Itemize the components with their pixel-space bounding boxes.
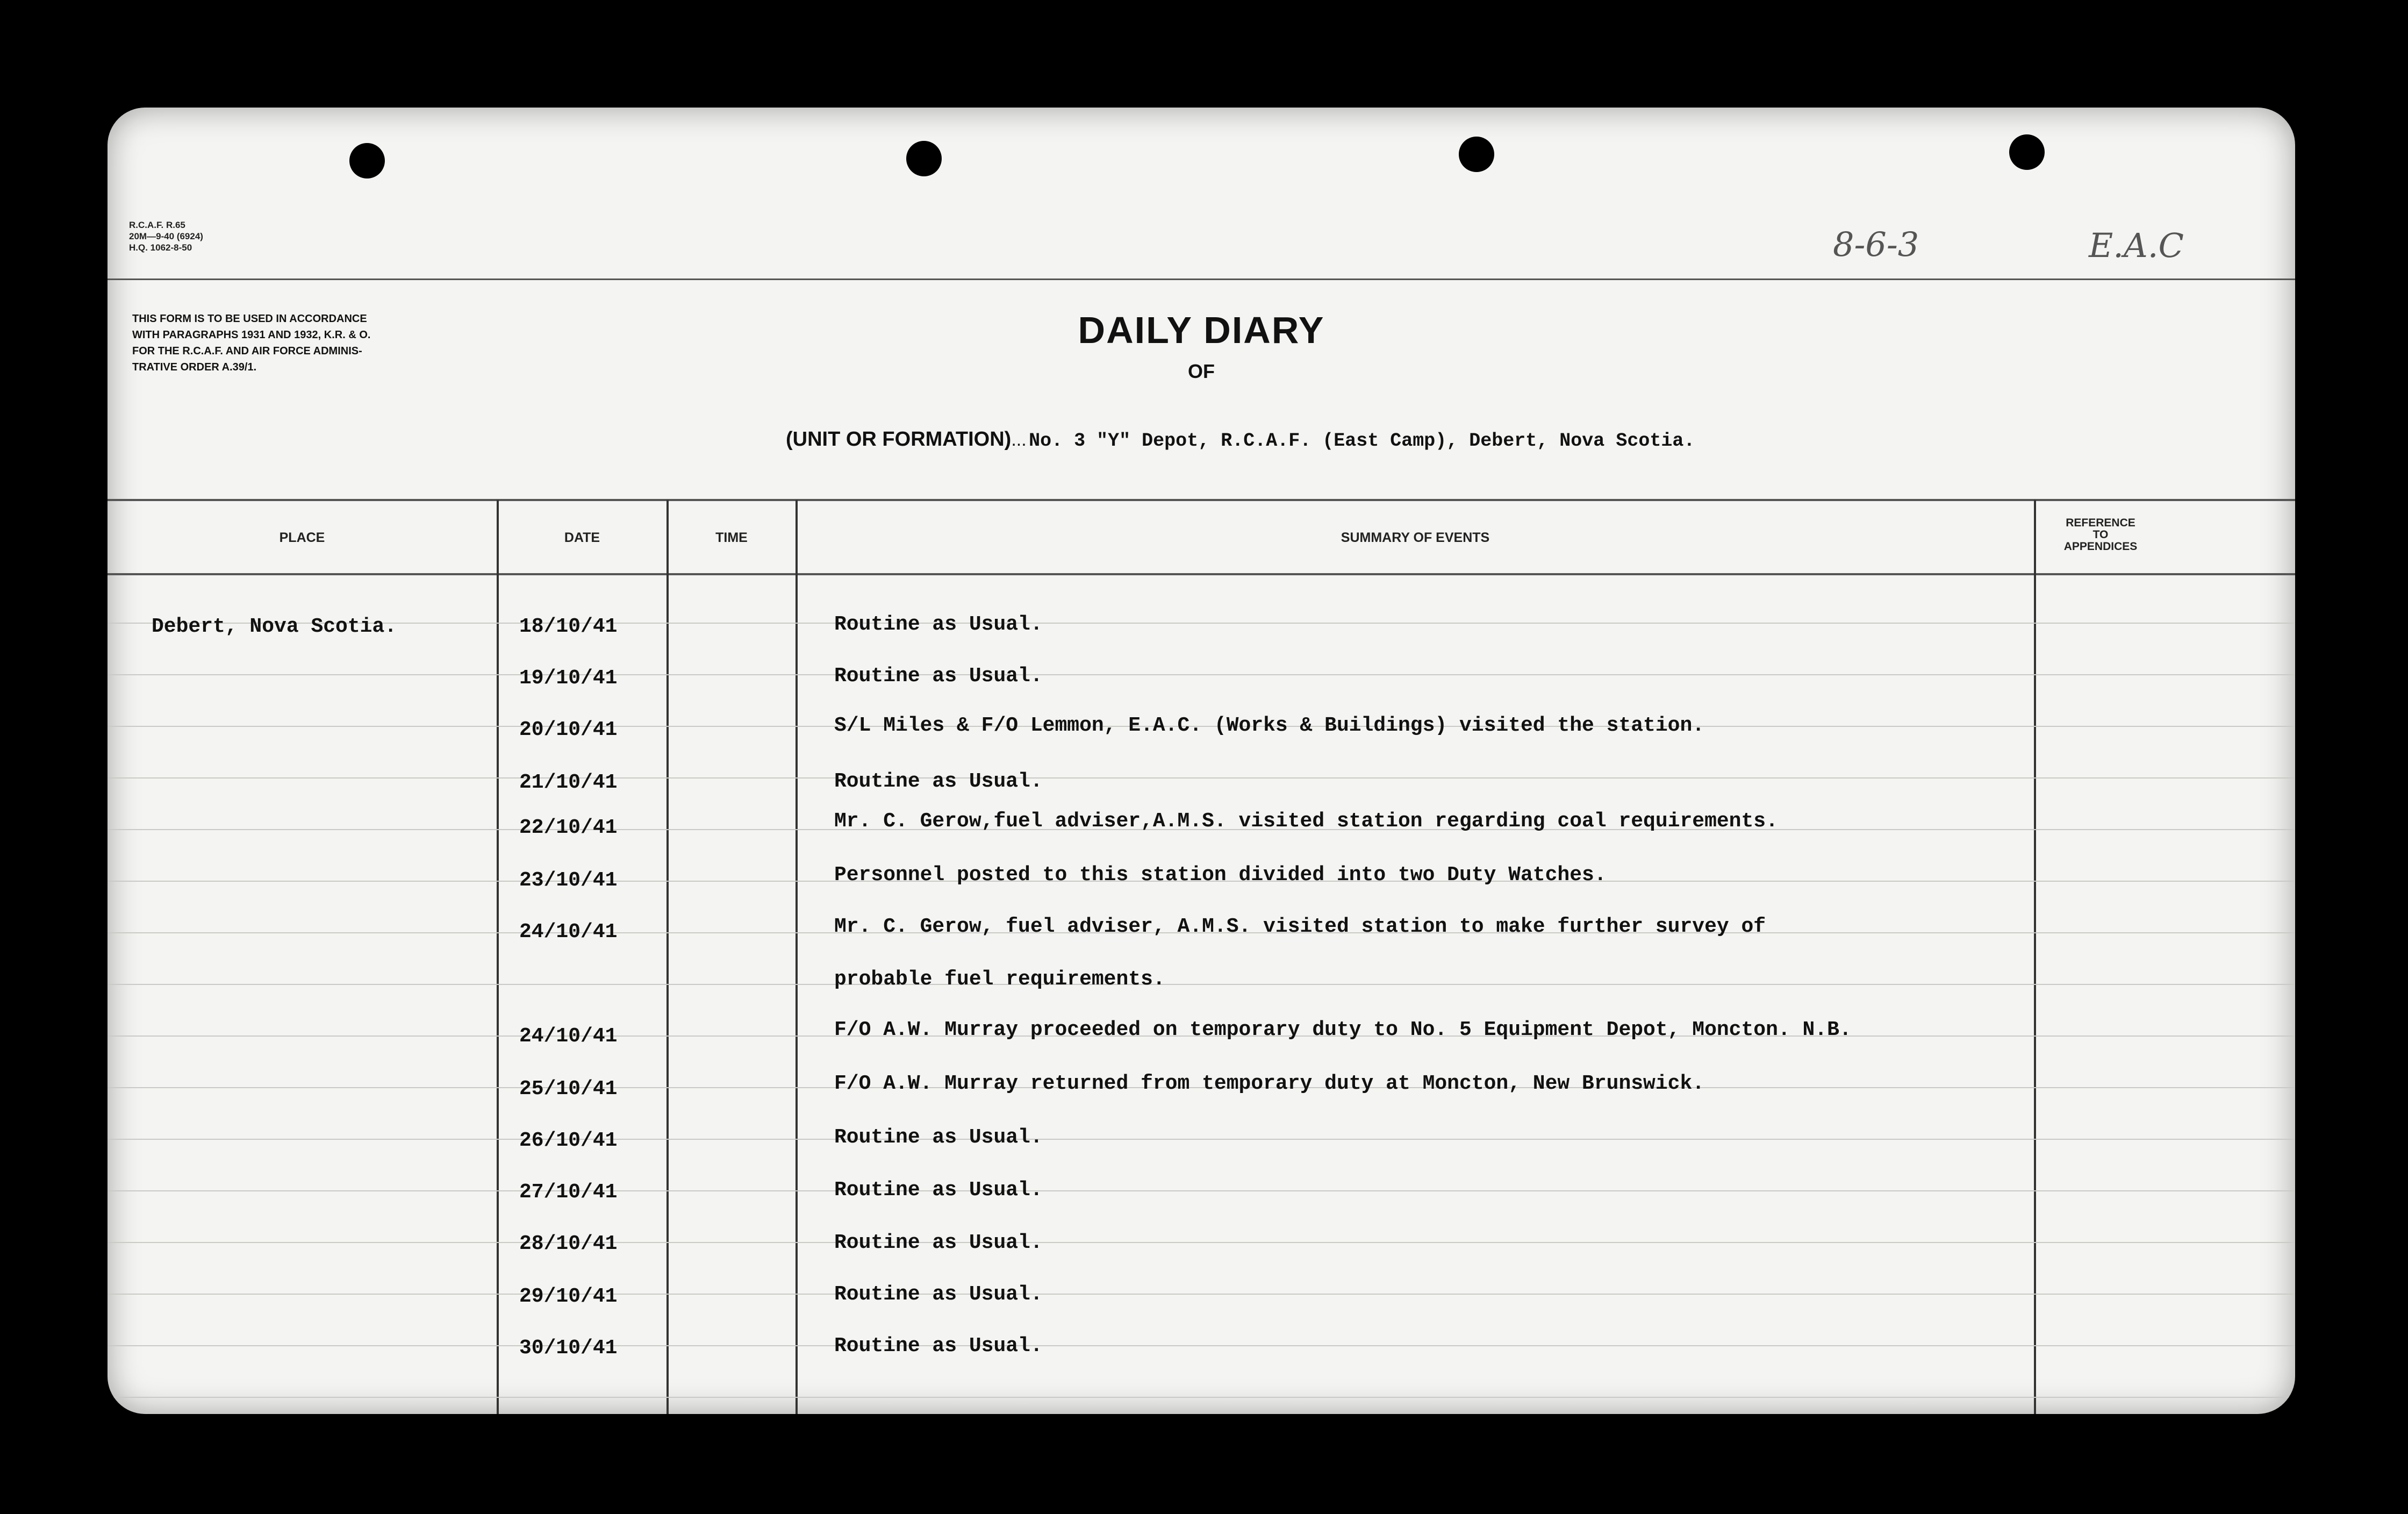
- column-header-summary: SUMMARY OF EVENTS: [1341, 530, 1490, 545]
- punch-hole: [1459, 137, 1494, 172]
- entry-date: 19/10/41: [519, 667, 618, 690]
- entry-date: 24/10/41: [519, 1025, 618, 1048]
- entry-summary: Mr. C. Gerow, fuel adviser, A.M.S. visited station to make further survey of: [834, 915, 1766, 938]
- header-top-rule: [108, 278, 2295, 280]
- ruled-line: [108, 1345, 2295, 1346]
- entry-summary: Routine as Usual.: [834, 1334, 1043, 1358]
- entry-date: 18/10/41: [519, 615, 618, 638]
- page-title: DAILY DIARY: [1078, 309, 1325, 351]
- entry-summary: F/O A.W. Murray proceeded on temporary duty to No. 5 Equipment Depot, Moncton. N.B.: [834, 1018, 1852, 1041]
- ruled-line: [108, 984, 2295, 985]
- entry-summary: probable fuel requirements.: [834, 968, 1165, 991]
- reference-header-line: APPENDICES: [2063, 540, 2138, 553]
- table-top-rule: [108, 499, 2295, 501]
- ruled-line: [108, 1397, 2295, 1398]
- entry-date: 22/10/41: [519, 816, 618, 839]
- column-header-reference: [2036, 517, 2165, 553]
- instruction-line: FOR THE R.C.A.F. AND AIR FORCE ADMINIS-: [132, 345, 362, 357]
- punch-hole: [2009, 134, 2045, 170]
- instruction-line: TRATIVE ORDER A.39/1.: [132, 361, 257, 373]
- unit-value: No. 3 "Y" Depot, R.C.A.F. (East Camp), Debert, Nova Scotia.: [1029, 430, 1695, 452]
- unit-label: (UNIT OR FORMATION): [786, 428, 1012, 451]
- entry-date: 28/10/41: [519, 1232, 618, 1255]
- entry-summary: Routine as Usual.: [834, 613, 1043, 636]
- diary-sheet: [108, 108, 2295, 1414]
- ruled-line: [108, 623, 2295, 624]
- entry-summary: Personnel posted to this station divided into two Duty Watches.: [834, 863, 1607, 887]
- entry-date: 23/10/41: [519, 869, 618, 892]
- entry-summary: S/L Miles & F/O Lemmon, E.A.C. (Works & Buildings) visited the station.: [834, 714, 1705, 737]
- entry-date: 29/10/41: [519, 1285, 618, 1308]
- handwritten-command: E.A.C: [2089, 226, 2184, 265]
- column-divider: [497, 500, 499, 1414]
- unit-line: [786, 428, 1695, 452]
- entry-summary: Mr. C. Gerow,fuel adviser,A.M.S. visited station regarding coal requirements.: [834, 810, 1778, 833]
- ruled-line: [108, 1294, 2295, 1295]
- ruled-line: [108, 1190, 2295, 1191]
- ruled-line: [108, 1242, 2295, 1243]
- form-code-line: R.C.A.F. R.65: [129, 220, 185, 230]
- form-code-line: 20M—9-40 (6924): [129, 231, 203, 241]
- entry-summary: Routine as Usual.: [834, 1126, 1043, 1149]
- entry-date: 30/10/41: [519, 1337, 618, 1360]
- column-header-time: TIME: [715, 530, 748, 545]
- place-cell: Debert, Nova Scotia.: [152, 615, 397, 638]
- handwritten-file-ref: 8-6-3: [1833, 225, 1919, 264]
- ruled-line: [108, 1139, 2295, 1140]
- punch-hole: [349, 143, 385, 178]
- table-header-rule: [108, 573, 2295, 575]
- entry-summary: Routine as Usual.: [834, 1283, 1043, 1306]
- instruction-line: WITH PARAGRAPHS 1931 AND 1932, K.R. & O.: [132, 329, 371, 341]
- column-divider: [796, 500, 798, 1414]
- entry-date: 25/10/41: [519, 1077, 618, 1101]
- column-header-place: PLACE: [279, 530, 325, 545]
- entry-summary: Routine as Usual.: [834, 665, 1043, 688]
- entry-date: 21/10/41: [519, 771, 618, 794]
- reference-header-line: TO: [2092, 529, 2109, 541]
- punch-hole: [906, 141, 942, 176]
- entry-summary: Routine as Usual.: [834, 770, 1043, 793]
- column-divider: [666, 500, 669, 1414]
- entry-date: 20/10/41: [519, 718, 618, 741]
- column-header-date: DATE: [564, 530, 600, 545]
- column-divider: [2034, 500, 2036, 1414]
- unit-dots: ...: [1011, 430, 1027, 450]
- entry-date: 24/10/41: [519, 920, 618, 944]
- form-code: [129, 219, 203, 253]
- entry-date: 26/10/41: [519, 1129, 618, 1152]
- entry-summary: F/O A.W. Murray returned from temporary duty at Moncton, New Brunswick.: [834, 1072, 1705, 1095]
- reference-header-line: REFERENCE: [2066, 517, 2135, 529]
- entry-summary: Routine as Usual.: [834, 1231, 1043, 1254]
- ruled-line: [108, 674, 2295, 675]
- entry-summary: Routine as Usual.: [834, 1179, 1043, 1202]
- form-code-line: H.Q. 1062-8-50: [129, 242, 192, 253]
- instruction-line: THIS FORM IS TO BE USED IN ACCORDANCE: [132, 313, 367, 325]
- ruled-line: [108, 777, 2295, 779]
- page-title-of: OF: [1188, 360, 1215, 382]
- entry-date: 27/10/41: [519, 1181, 618, 1204]
